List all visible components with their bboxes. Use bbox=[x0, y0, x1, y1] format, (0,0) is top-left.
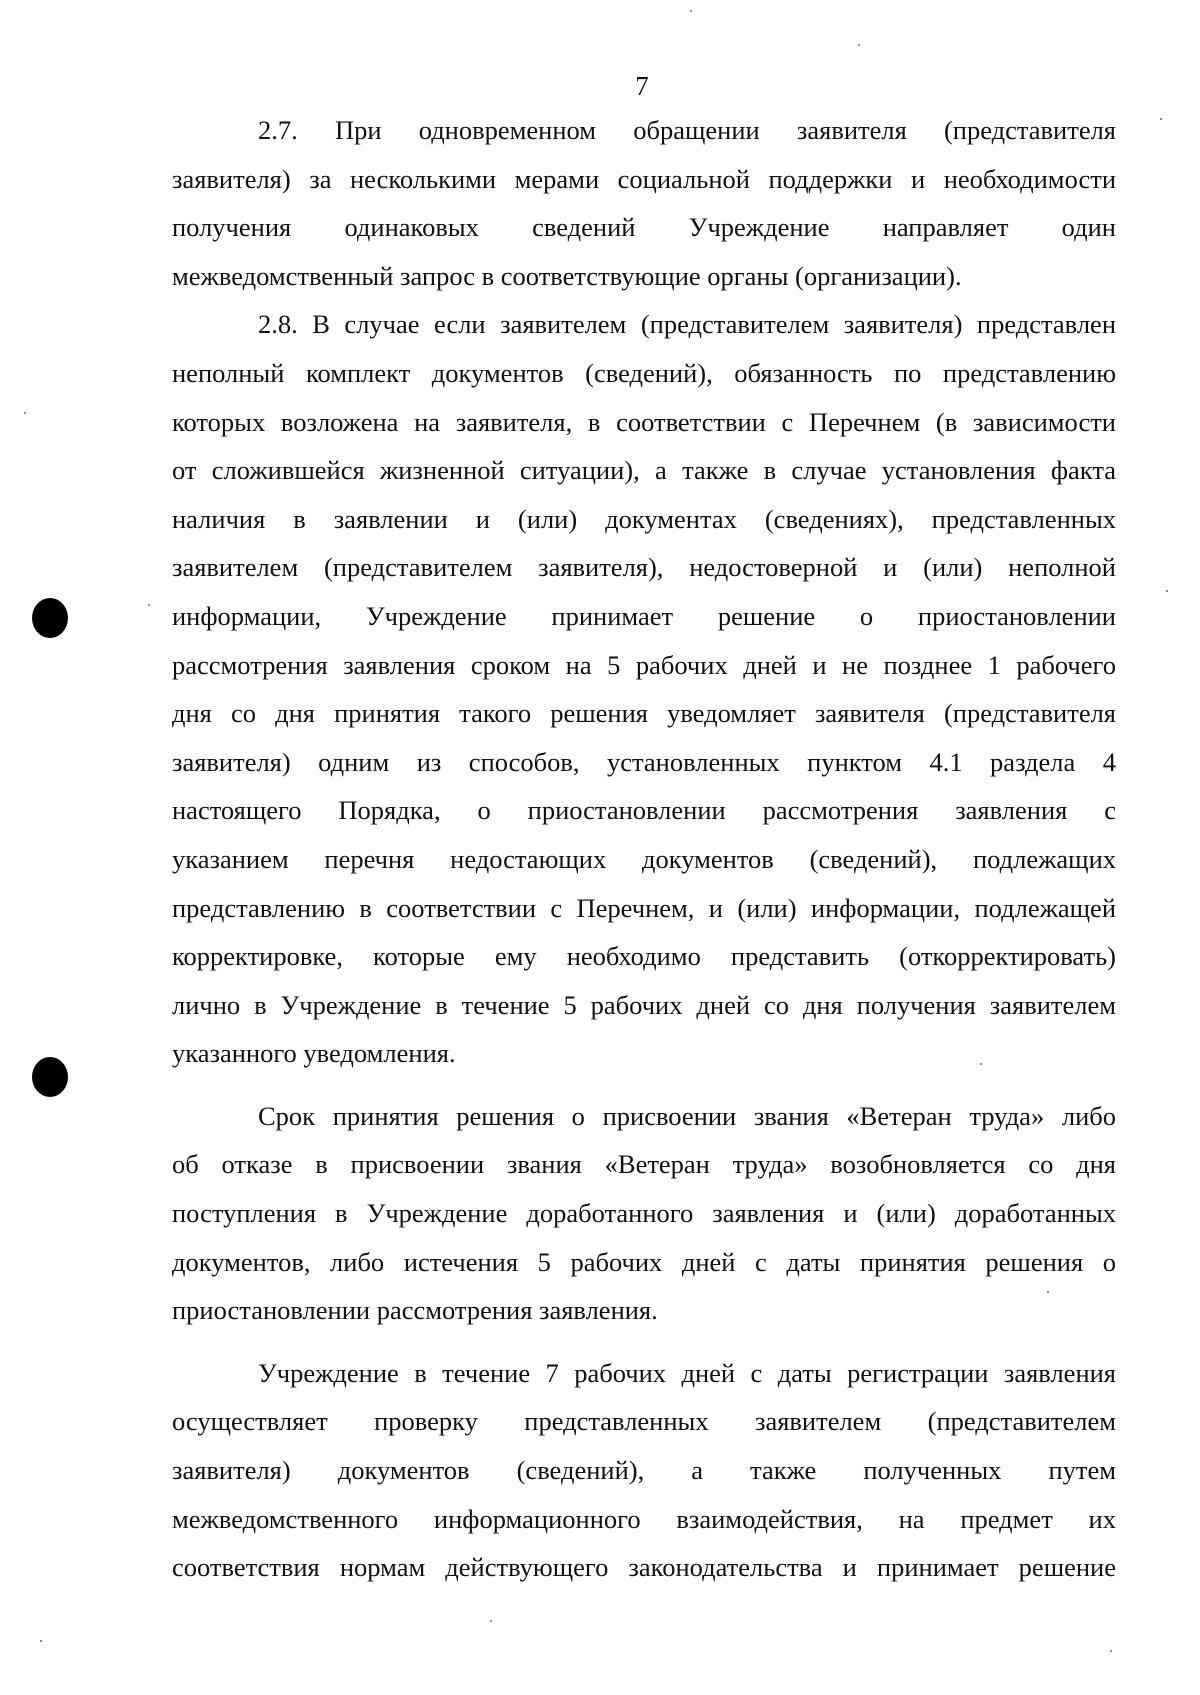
page-number: 7 bbox=[635, 71, 649, 101]
scan-speck bbox=[148, 604, 150, 606]
document-body bbox=[172, 106, 1116, 1592]
text-line: заявителя) за несколькими мерами социальной поддержки и необходимости bbox=[172, 163, 1116, 194]
scan-speck bbox=[1047, 1291, 1049, 1293]
scan-speck bbox=[1110, 1650, 1112, 1652]
text-line: об отказе в присвоении звания «Ветеран труда» возобновляется со дня bbox=[172, 1149, 1116, 1180]
text-line: представлению в соответствии с Перечнем, и (или) информации, подлежащей bbox=[172, 892, 1116, 923]
punch-hole bbox=[32, 1057, 68, 1097]
text-line: межведомственного информационного взаимодействия, на предмет их bbox=[172, 1503, 1116, 1534]
scan-speck bbox=[1160, 118, 1162, 120]
scan-speck bbox=[24, 412, 26, 414]
text-line: указанием перечня недостающих документов (сведений), подлежащих bbox=[172, 843, 1116, 874]
text-line: от сложившейся жизненной ситуации), а также в случае установления факта bbox=[172, 455, 1116, 486]
text-line: поступления в Учреждение доработанного заявления и (или) доработанных bbox=[172, 1198, 1116, 1229]
punch-hole bbox=[32, 598, 68, 638]
text-line: информации, Учреждение принимает решение о приостановлении bbox=[172, 600, 1116, 631]
text-line: осуществляет проверку представленных заявителем (представителем bbox=[172, 1406, 1116, 1437]
scan-speck bbox=[40, 1640, 42, 1642]
text-line: лично в Учреждение в течение 5 рабочих дней со дня получения заявителем bbox=[172, 989, 1116, 1020]
text-line: заявителя) документов (сведений), а также полученных путем bbox=[172, 1455, 1116, 1486]
scan-speck bbox=[490, 1620, 492, 1622]
text-line: заявителя) одним из способов, установленных пунктом 4.1 раздела 4 bbox=[172, 746, 1116, 777]
text-line: рассмотрения заявления сроком на 5 рабочих дней и не позднее 1 рабочего bbox=[172, 649, 1116, 680]
text-line: дня со дня принятия такого решения уведомляет заявителя (представителя bbox=[172, 698, 1116, 729]
text-line: которых возложена на заявителя, в соответствии с Перечнем (в зависимости bbox=[172, 406, 1116, 437]
text-line: документов, либо истечения 5 рабочих дней с даты принятия решения о bbox=[172, 1246, 1116, 1277]
text-line: наличия в заявлении и (или) документах (сведениях), представленных bbox=[172, 503, 1116, 534]
text-line: 2.8. В случае если заявителем (представителем заявителя) представлен bbox=[258, 309, 1116, 340]
scan-speck bbox=[1166, 590, 1168, 592]
paragraph-2-8 bbox=[172, 300, 1116, 1078]
paragraph-2-7 bbox=[172, 106, 1116, 300]
text-line: получения одинаковых сведений Учреждение направляет один bbox=[172, 212, 1116, 243]
text-line: Срок принятия решения о присвоении звания «Ветеран труда» либо bbox=[258, 1100, 1116, 1131]
text-line: корректировке, которые ему необходимо представить (откорректировать) bbox=[172, 941, 1116, 972]
text-line: указанного уведомления. bbox=[172, 1038, 456, 1069]
text-line: приостановлении рассмотрения заявления. bbox=[172, 1295, 658, 1326]
text-line: неполный комплект документов (сведений), обязанность по представлению bbox=[172, 357, 1116, 388]
text-line: 2.7. При одновременном обращении заявителя (представителя bbox=[258, 115, 1116, 145]
scan-speck bbox=[858, 44, 860, 46]
paragraph-document-check bbox=[172, 1349, 1116, 1592]
text-line: Учреждение в течение 7 рабочих дней с даты регистрации заявления bbox=[258, 1357, 1116, 1388]
text-line: настоящего Порядка, о приостановлении рассмотрения заявления с bbox=[172, 795, 1116, 826]
text-line: заявителем (представителем заявителя), недостоверной и (или) неполной bbox=[172, 552, 1116, 583]
scan-speck bbox=[690, 10, 692, 12]
text-line: соответствия нормам действующего законодательства и принимает решение bbox=[172, 1552, 1116, 1583]
text-line: межведомственный запрос в соответствующие органы (организации). bbox=[172, 260, 962, 291]
paragraph-term-renewal bbox=[172, 1092, 1116, 1335]
scan-speck bbox=[980, 1063, 982, 1065]
